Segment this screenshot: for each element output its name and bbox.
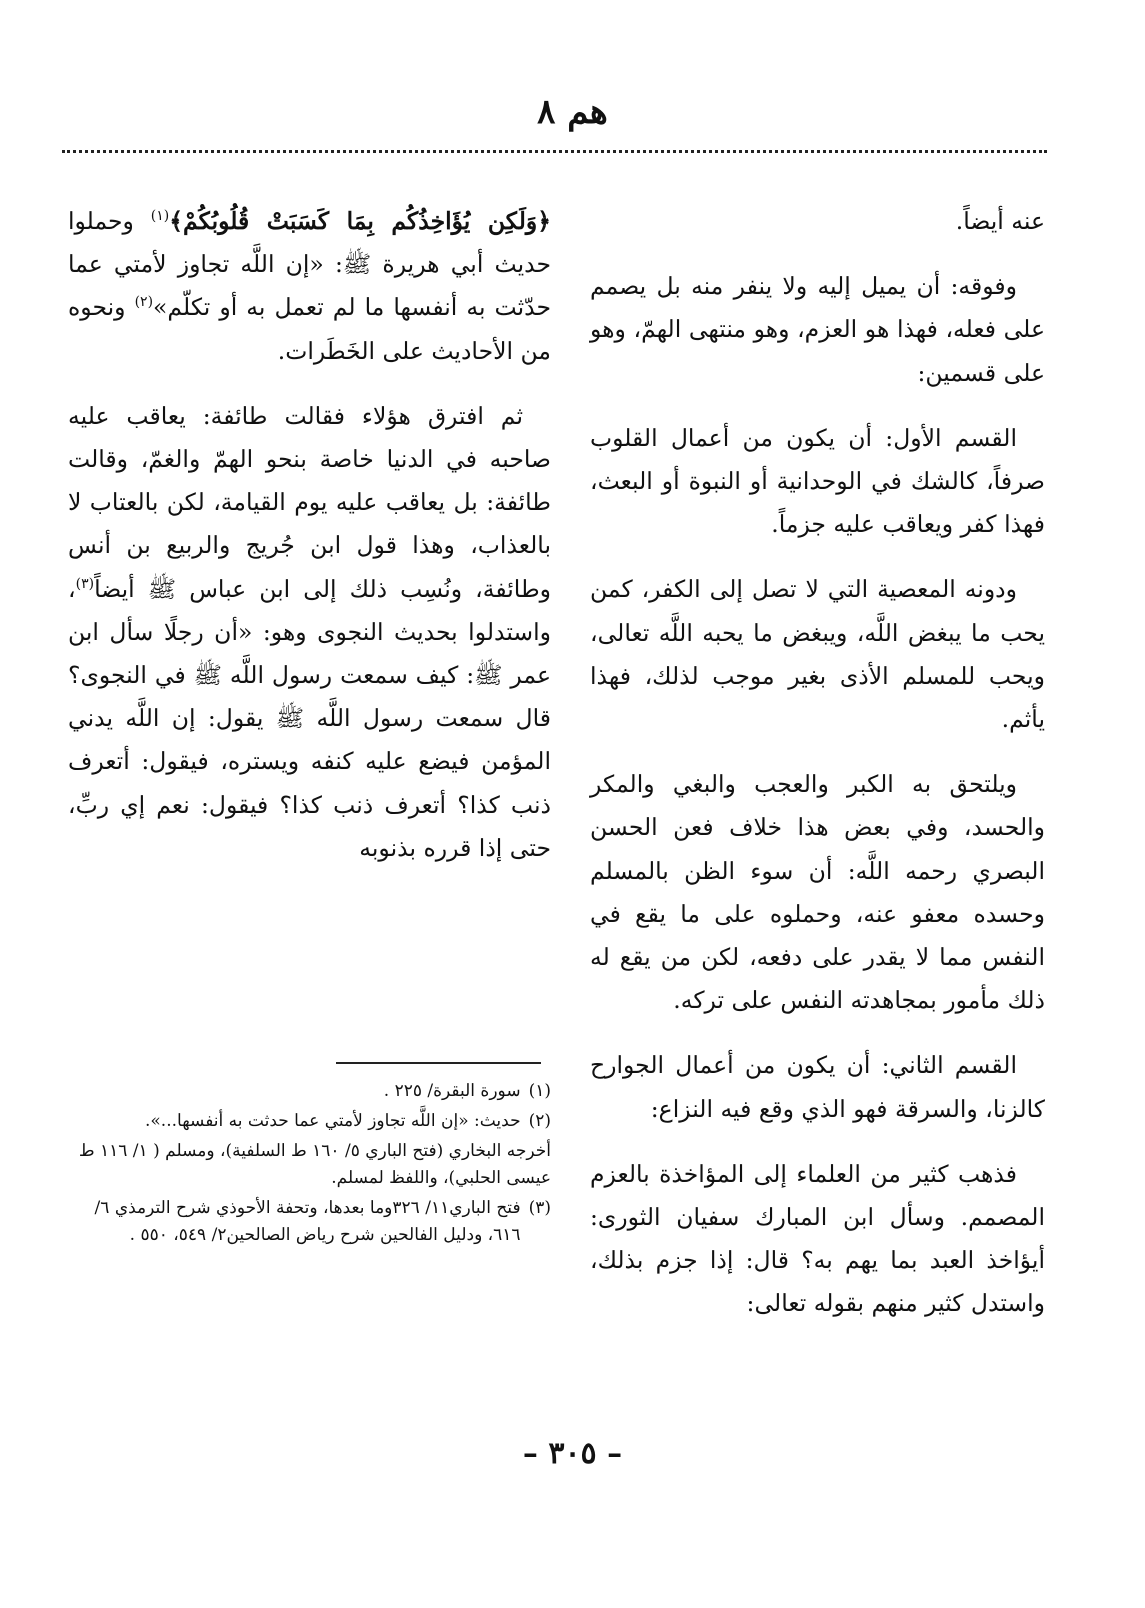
paragraph-text: ونحوه من الأحاديث على الخَطَرات. [68, 293, 551, 365]
paragraph: ودونه المعصية التي لا تصل إلى الكفر، كمن يحب ما يبغض اللَّه، ويبغض ما يحبه اللَّه تعالى، ويحب للمسلم الأذى بغير موجب لذلك، فهذا يأثم. [590, 575, 1045, 734]
header-dotted-divider [62, 150, 1047, 153]
paragraph: ويلتحق به الكبر والعجب والبغي والمكر والحسد، وفي بعض هذا خلاف فعن الحسن البصري رحمه اللَّه: أن سوء الظن بالمسلم وحسده معفو عنه، وحملوه على ما يقع في النفس مما لا يقدر على دفعه، لكن من يقع له ذلك مأمور بمجاهدته النفس على تركه. [590, 770, 1045, 1015]
footnote-ref: (٢) [134, 294, 154, 311]
footnote-ref: (٣) [75, 575, 95, 592]
paragraph: عنه أيضاً. [955, 207, 1045, 235]
paragraph: فذهب كثير من العلماء إلى المؤاخذة بالعزم المصمم. وسأل ابن المبارك سفيان الثورى: أيؤاخذ العبد بما يهم به؟ قال: إذا جزم بذلك، واستدل كثير منهم بقوله تعالى: [590, 1159, 1045, 1318]
page-title: هم ٨ [537, 92, 608, 132]
left-column [68, 200, 551, 892]
paragraph-text: ثم افترق هؤلاء فقالت طائفة: يعاقب عليه صاحبه في الدنيا خاصة بنحو الهمّ والغمّ، وقالت طائفة: بل يعاقب عليه يوم القيامة، لكن بالعتاب لا بالعذاب، وهذا قول ابن جُريج والربيع بن أنس وطائفة، ونُسِب ذلك إلى ابن عباس ﷺ أيضاً [68, 401, 551, 603]
quran-verse: ﴿وَلَكِن يُؤَاخِذُكُم بِمَا كَسَبَتْ قُلُوبُكُمْ﴾ [169, 207, 551, 235]
footnotes [68, 1078, 551, 1252]
footnote [68, 1108, 551, 1135]
paragraph: وفوقه: أن يميل إليه ولا ينفر منه بل يصمم على فعله، فهذا هو العزم، وهو منتهى الهمّ، وهو على قسمين: [590, 272, 1045, 387]
paragraph [68, 200, 551, 373]
footnote-text: فتح الباري١١/ ٣٢٦وما بعدها، وتحفة الأحوذي شرح الترمذي ٦/ ٦١٦، ودليل الفالحين شرح رياض الصالحين٢/ ٥٤٩، ٥٥٠ . [94, 1198, 521, 1245]
footnote-divider [336, 1062, 541, 1064]
footnote-number: (٣) [528, 1198, 551, 1218]
right-column [590, 200, 1045, 1348]
footnote [68, 1195, 551, 1249]
paragraph: القسم الثاني: أن يكون من أعمال الجوارح كالزنا، والسرقة فهو الذي وقع فيه النزاع: [590, 1051, 1045, 1123]
footnote-text: حديث: «إن اللَّه تجاوز لأمتي عما حدثت به أنفسها...». [145, 1111, 521, 1131]
footnote-number: (٢) [528, 1111, 551, 1131]
footnote-continuation: أخرجه البخاري (فتح الباري ٥/ ١٦٠ ط السلفية)، ومسلم ( ١/ ١١٦ ط عيسى الحلبي)، واللفظ لمسلم. [78, 1141, 551, 1188]
footnote-ref: (١) [150, 208, 170, 225]
footnote-number: (١) [528, 1081, 551, 1101]
footnote-text: سورة البقرة/ ٢٢٥ . [383, 1081, 521, 1101]
paragraph-text: ، واستدلوا بحديث النجوى وهو: «أن رجلًا سأل ابن عمر ﷺ: كيف سمعت رسول اللَّه ﷺ في النجوى؟ قال سمعت رسول اللَّه ﷺ يقول: إن اللَّه يدني المؤمن فيضع عليه كنفه ويستره، فيقول: أتعرف ذنب كذا؟ أتعرف ذنب كذا؟ فيقول: نعم إي ربِّ، حتى إذا قرره بذنوبه [68, 574, 551, 862]
paragraph: القسم الأول: أن يكون من أعمال القلوب صرفاً، كالشك في الوحدانية أو النبوة أو البعث، فهذا كفر ويعاقب عليه جزماً. [590, 423, 1045, 539]
paragraph [68, 395, 551, 870]
paragraph-text: وحملوا حديث أبي هريرة ﷺ: «إن اللَّه تجاوز لأمتي عما حدّثت به أنفسها ما لم تعمل به أو تكلّم» [68, 207, 552, 322]
page-number: – ٣٠٥ – [522, 1436, 623, 1471]
footnote [68, 1078, 551, 1105]
